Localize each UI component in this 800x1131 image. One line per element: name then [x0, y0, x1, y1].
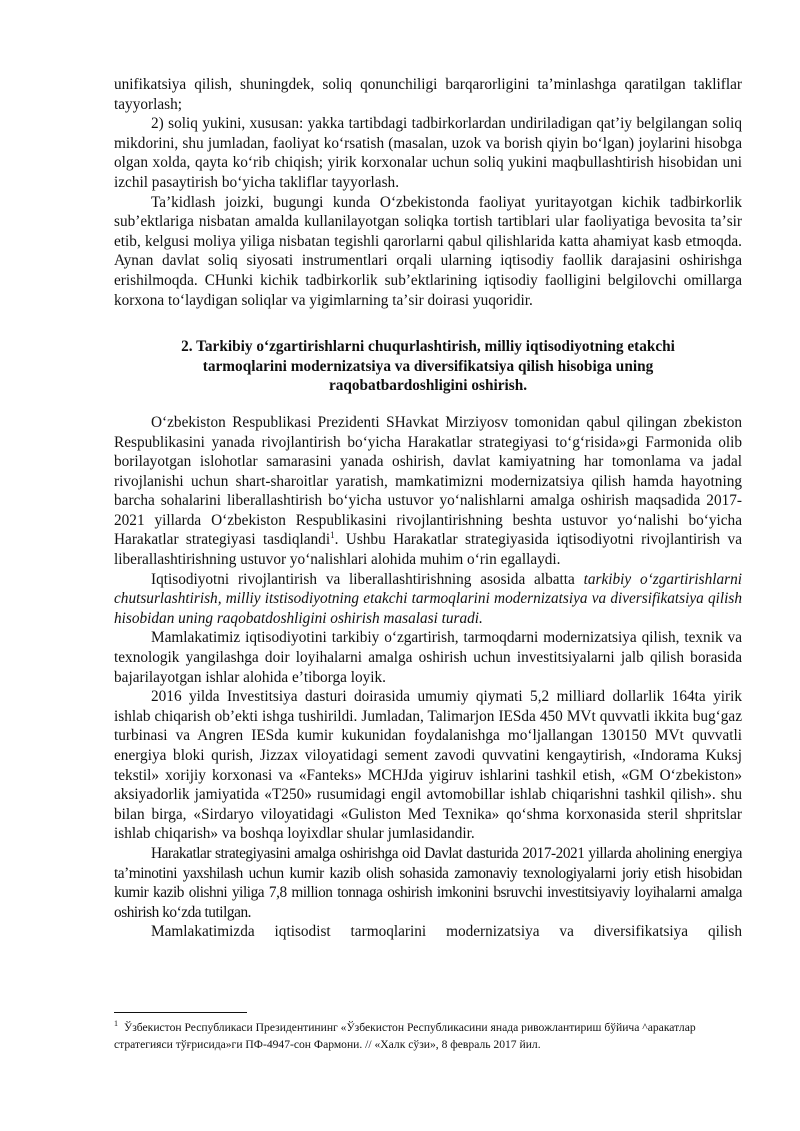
paragraph-strategy-main: Oʻzbekiston Respublikasi Prezidenti SHavkat Mirziyosv tomonidan qabul qilingan zbekiston Respublikasini yanada rivojlantirish boʻyicha Harakatlar strategiyasi toʻgʻrisida»gi Farmonida olib borilayotgan islohotlar samarasini yanada oshirish, davlat kamiyatning har tomonlama va jadal rivojlanishi uchun shart-sharoitlar yaratish, mamkatimizni modernizatsiya qilish hamda hayotning barcha sohalarini liberallashtirish boʻyicha ustuvor yoʻnalishlarni amalga oshirish maqsadida 2017-2021 yillarda Oʻzbekiston Respublikasini rivojlantirishning beshta ustuvor yoʻnalishi boʻyicha Harakatlar strategiyasi tasdiqlandi	[114, 413, 742, 549]
paragraph-liberalization-start: Iqtisodiyotni rivojlantirish va liberallashtirishning asosida albatta	[151, 570, 584, 588]
paragraph-investment-program-2016: 2016 yilda Investitsiya dasturi doirasida umumiy qiymati 5,2 milliard dollarlik 164ta yirik ishlab chiqarish obʼekti ishga tushirildi. Jumladan, Talimarjon IESda 450 MVt quvvatli ikkita bugʻgaz turbinasi va Angren IESda kumir kukunidan foydalanishga moʻljallangan 130150 MVt quvvatli energiya bloki qurish, Jizzax viloyatidagi sement zavodi quvvatini kengaytirish, «Indorama Kuksj tekstil» xorijiy korxonasi va «Fanteks» MCHJda yigiruv ishlarini tashkil etish, «GM Oʻzbekiston» aksiyadorlik jamiyatida «T250» rusumidagi engil avtomobillar ishlab chiqarishni tashkil qilish». shu bilan birga, «Sirdaryo viloyatidagi «Guliston Med Texnika» qoʻshma korxonasida steril shpritslar ishlab chiqarish» va boshqa loyixdlar shular jumlasidandir.	[114, 688, 742, 843]
paragraph-modernization-start: Mamlakatimizda iqtisodist tarmoqlarini modernizatsiya va diversifikatsiya qilish	[151, 923, 742, 941]
paragraph-liberalization-emphasis: tarkibiy oʻzgartirishlarni chutsurlashtirish, milliy itstisodiyotning etakchi tarmoqlarini modernizatsiya va diversifikatsiya qilish hisobidan uning raqobatdoshligini oshirish masalasi turadi.	[114, 570, 743, 627]
paragraph-strategy-tail: . Ushbu Harakatlar strategiyasida iqtisodiyotni rivojlantirish va liberallashtirishning ustuvor yoʻnalishlari alohida muhim oʻrin egallaydi.	[114, 531, 743, 569]
footnote-number: 1	[114, 1019, 118, 1029]
footnote-text: Ўзбекистон Республикаси Президентининг «Ўзбекистон Республикасини янада ривожлантириш бўйича ^аракатлар стратегияси тўғрисида»ги ПФ-4947-сон Фармони. // «Халк сўзи», 8 февраль 2017 йил.	[114, 1021, 696, 1051]
paragraph-investment-attraction: Mamlakatimiz iqtisodiyotini tarkibiy oʻzgartirish, tarmoqdarni modernizatsiya qilish, texnik va texnologik yangilashga doir loyihalarni amalga oshirish uchun investitsiyalarni jalb qilish borasida bajarilayotgan ishlar alohida eʼtiborga loyik.	[114, 629, 742, 686]
paragraph-continuation: unifikatsiya qilish, shuningdek, soliq qonunchiligi barqarorligini taʼminlashga qaratilgan takliflar tayyorlash;	[114, 76, 742, 113]
paragraph-coal-program: Harakatlar strategiyasini amalga oshirishga oid Davlat dasturida 2017-2021 yillarda aholining energiya taʼminotini yaxshilash uchun kumir kazib olish sohasida zamonaviy texnologiyalarni joriy etish hisobidan kumir kazib olishni yiliga 7,8 million tonnaga oshirish imkonini bsruvchi investitsiyaviy loyihalarni amalga oshirish koʻzda tutilgan.	[114, 844, 742, 921]
paragraph-liberalization	[114, 570, 742, 629]
paragraph-small-business-tax: Taʼkidlash joizki, bugungi kunda Oʻzbekistonda faoliyat yuritayotgan kichik tadbirkorlik subʼektlariga nisbatan amalda kullanilayotgan soliqka tortish tartiblari ular faoliyatiga bevosita taʼsir etib, kelgusi moliya yiliga nisbatan tegishli qarorlarni qabul qilishlarida katta ahamiyat kasb etmoqda. Aynan davlat soliq siyosati instrumentlari orqali ularning iqtisodiy faollik darajasini oshirishga erishilmoqda. CHunki kichik tadbirkorlik subʼektlarining iqtisodiy faolligini belgilovchi omillarga korxona toʻlaydigan soliqlar va yigimlarning taʼsir doirasi yuqoridir.	[114, 193, 742, 309]
paragraph-strategy	[114, 413, 742, 570]
footnote-separator	[114, 1012, 247, 1013]
paragraph-list-item-2: 2) soliq yukini, xususan: yakka tartibdagi tadbirkorlardan undiriladigan qatʼiy belgilangan soliq mikdorini, shu jumladan, faoliyat koʻrsatish (masalan, uzok va borish qiyin boʻlgan) joylarini hisobga olgan xolda, qayta koʻrib chiqish; yirik korxonalar uchun soliq yukini maqbullashtirish hisobidan uni izchil pasaytirish boʻyicha takliflar tayyorlash.	[114, 115, 742, 191]
footnote	[114, 1019, 742, 1053]
body-text	[114, 75, 742, 942]
section-heading: 2. Tarkibiy oʻzgartirishlarni chuqurlashtirish, milliy iqtisodiyotning etakchi tarmoqlarini modernizatsiya va diversifikatsiya qilish hisobiga uning raqobatbardoshligini oshirish.	[181, 338, 675, 395]
footnote-reference: 1	[330, 530, 335, 541]
